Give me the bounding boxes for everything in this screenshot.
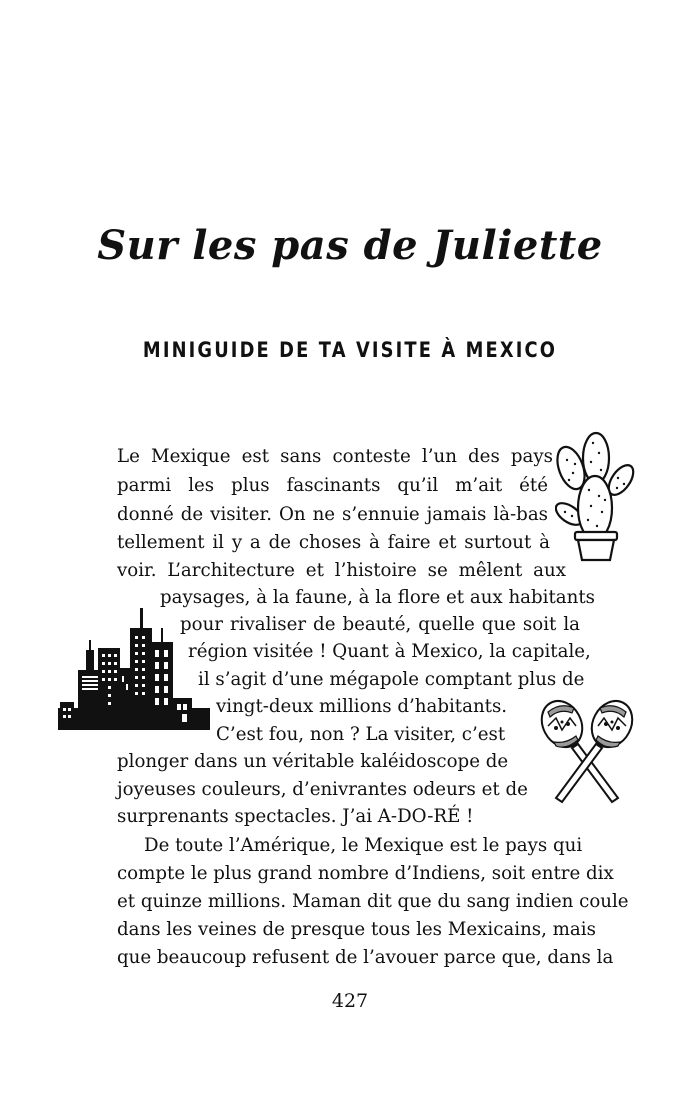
text-line: région visitée ! Quant à Mexico, la capitale, — [188, 641, 591, 662]
text-line: pour rivaliser de beauté, quelle que soit la — [180, 614, 580, 635]
text-line: paysages, à la faune, à la flore et aux habitants — [160, 587, 595, 608]
cactus-icon — [555, 428, 635, 563]
city-skyline-icon — [58, 600, 210, 730]
text-line: dans les veines de presque tous les Mexicains, mais — [117, 919, 596, 940]
chapter-subtitle: MINIGUIDE DE TA VISITE À MEXICO — [142, 338, 558, 362]
text-line: tellement il y a de choses à faire et surtout à — [117, 532, 550, 553]
text-line: il s’agit d’une mégapole comptant plus de — [198, 669, 585, 690]
page-number: 427 — [331, 990, 369, 1012]
text-line: vingt-deux millions d’habitants. — [216, 696, 508, 717]
text-line: et quinze millions. Maman dit que du sang indien coule — [117, 891, 629, 912]
text-line: Le Mexique est sans conteste l’un des pays — [117, 446, 553, 467]
text-line: De toute l’Amérique, le Mexique est le pays qui — [144, 835, 583, 856]
text-line: plonger dans un véritable kaléidoscope de — [117, 751, 509, 772]
text-line: compte le plus grand nombre d’Indiens, soit entre dix — [117, 863, 614, 884]
text-line: donné de visiter. On ne s’ennuie jamais là-bas — [117, 504, 548, 525]
text-line: que beaucoup refusent de l’avouer parce que, dans la — [117, 947, 614, 968]
maracas-icon — [540, 698, 635, 806]
text-line: surprenants spectacles. J’ai A-DO-RÉ ! — [117, 806, 474, 827]
text-line: parmi les plus fascinants qu’il m’ait été — [117, 475, 548, 496]
text-line: voir. L’architecture et l’histoire se mêlent aux — [117, 560, 566, 581]
chapter-title: Sur les pas de Juliette — [97, 222, 603, 269]
text-line: C’est fou, non ? La visiter, c’est — [216, 724, 506, 745]
text-line: joyeuses couleurs, d’enivrantes odeurs et de — [117, 779, 528, 800]
